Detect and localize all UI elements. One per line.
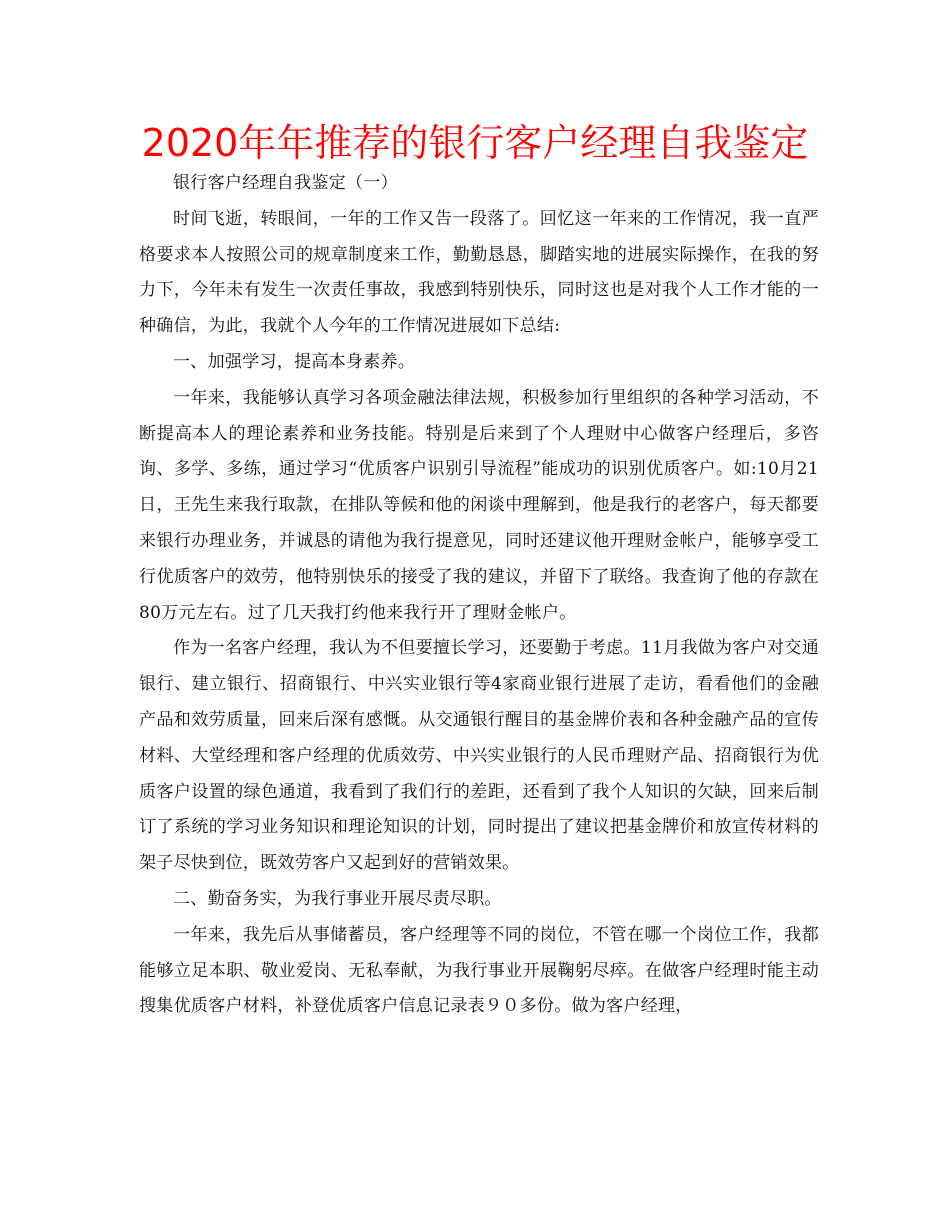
document-body <box>139 166 819 1025</box>
section-heading: 二、勤奋务实，为我行事业开展尽责尽职。 <box>173 888 502 909</box>
paragraph: 一年来，我先后从事储蓄员，客户经理等不同的岗位，不管在哪一个岗位工作，我都能够立足本职、敬业爱岗、无私奉献，为我行事业开展鞠躬尽瘁。在做客户经理时能主动搜集优质客户材料，补登优质客户信息记录表９０多份。做为客户经理， <box>139 924 819 1017</box>
section-heading: 银行客户经理自我鉴定（一） <box>173 173 398 193</box>
paragraph: 作为一名客户经理，我认为不但要擅长学习，还要勤于考虑。11月我做为客户对交通银行、建立银行、招商银行、中兴实业银行等4家商业银行进展了走访，看看他们的金融产品和效劳质量，回来后深有感慨。从交通银行醒目的基金牌价表和各种金融产品的宣传材料、大堂经理和客户经理的优质效劳、中兴实业银行的人民币理财产品、招商银行为优质客户设置的绿色通道，我看到了我们行的差距，还看到了我个人知识的欠缺，回来后制订了系统的学习业务知识和理论知识的计划，同时提出了建议把基金牌价和放宣传材料的架子尽快到位，既效劳客户又起到好的营销效果。 <box>139 638 819 874</box>
section-heading: 一、加强学习，提高本身素养。 <box>173 351 416 372</box>
paragraph: 一年来，我能够认真学习各项金融法律法规，积极参加行里组织的各种学习活动，不断提高本人的理论素养和业务技能。特别是后来到了个人理财中心做客户经理后，多咨询、多学、多练，通过学习“优质客户识别引导流程”能成功的识别优质客户。如:10月21日，王先生来我行取款，在排队等候和他的闲谈中理解到，他是我行的老客户，每天都要来银行办理业务，并诚恳的请他为我行提意见，同时还建议他开理财金帐户，能够享受工行优质客户的效劳，他特别快乐的接受了我的建议，并留下了联络。我查询了他的存款在80万元左右。过了几天我打约他来我行开了理财金帐户。 <box>139 387 819 623</box>
document-title: 2020年年推荐的银行客户经理自我鉴定 <box>141 121 809 165</box>
paragraph: 时间飞逝，转眼间，一年的工作又告一段落了。回忆这一年来的工作情况，我一直严格要求本人按照公司的规章制度来工作，勤勤恳恳，脚踏实地的进展实际操作，在我的努力下，今年未有发生一次责任事故，我感到特别快乐，同时这也是对我个人工作才能的一种确信，为此，我就个人今年的工作情况进展如下总结: <box>139 208 819 337</box>
